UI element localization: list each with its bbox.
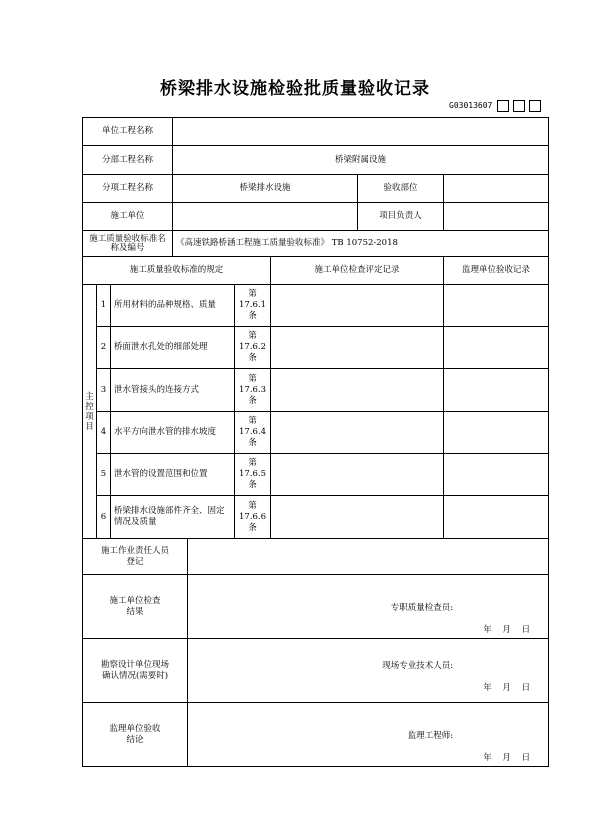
construction-result-label: 施工单位检查结果 xyxy=(83,575,188,639)
code-box-2[interactable] xyxy=(513,100,525,112)
item-clause: 第17.6.2条 xyxy=(235,327,271,369)
acceptance-part-label: 验收部位 xyxy=(358,175,444,203)
construction-unit-value[interactable] xyxy=(173,203,358,231)
worker-registration-value[interactable] xyxy=(188,539,549,575)
construction-result-area[interactable] xyxy=(188,575,549,639)
item-construction-record[interactable] xyxy=(271,369,444,412)
supervision-conclusion-label: 监理单位验收结论 xyxy=(83,703,188,767)
item-supervision-record[interactable] xyxy=(444,412,549,454)
supervision-engineer-label: 监理工程师: xyxy=(407,731,454,741)
item-no: 2 xyxy=(97,327,111,369)
worker-registration-label: 施工作业责任人员登记 xyxy=(83,539,188,575)
form-code: G03013607 xyxy=(449,101,493,110)
date-label: 年 月 日 xyxy=(483,625,531,635)
unit-project-label: 单位工程名称 xyxy=(83,118,173,146)
item-construction-record[interactable] xyxy=(271,454,444,496)
date-label: 年 月 日 xyxy=(483,753,531,763)
item-supervision-record[interactable] xyxy=(444,454,549,496)
quality-inspector-label: 专职质量检查员: xyxy=(390,603,454,613)
item-construction-record[interactable] xyxy=(271,285,444,327)
item-desc: 水平方向泄水管的排水坡度 xyxy=(111,412,235,454)
col-header-supervision-check: 监理单位验收记录 xyxy=(444,257,549,285)
item-desc: 桥面泄水孔处的细部处理 xyxy=(111,327,235,369)
acceptance-part-value[interactable] xyxy=(444,175,549,203)
site-technician-label: 现场专业技术人员: xyxy=(382,661,454,671)
item-no: 3 xyxy=(97,369,111,412)
construction-unit-label: 施工单位 xyxy=(83,203,173,231)
item-clause: 第17.6.5条 xyxy=(235,454,271,496)
item-no: 6 xyxy=(97,496,111,539)
project-leader-label: 项目负责人 xyxy=(358,203,444,231)
item-clause: 第17.6.1条 xyxy=(235,285,271,327)
item-no: 5 xyxy=(97,454,111,496)
item-construction-record[interactable] xyxy=(271,327,444,369)
item-desc: 桥梁排水设施部件齐全、固定情况及质量 xyxy=(111,496,235,539)
unit-project-value[interactable] xyxy=(173,118,549,146)
code-box-3[interactable] xyxy=(529,100,541,112)
item-project-value[interactable]: 桥梁排水设施 xyxy=(173,175,358,203)
project-leader-value[interactable] xyxy=(444,203,549,231)
item-desc: 泄水管接头的连接方式 xyxy=(111,369,235,412)
sub-project-label: 分部工程名称 xyxy=(83,146,173,175)
sub-project-value[interactable]: 桥梁附属设施 xyxy=(173,146,549,175)
item-supervision-record[interactable] xyxy=(444,496,549,539)
standard-value[interactable]: 《高速铁路桥涵工程施工质量验收标准》 TB 10752-2018 xyxy=(173,231,549,257)
code-box-1[interactable] xyxy=(497,100,509,112)
item-clause: 第17.6.4条 xyxy=(235,412,271,454)
supervision-conclusion-area[interactable] xyxy=(188,703,549,767)
item-desc: 所用材料的品种规格、质量 xyxy=(111,285,235,327)
design-confirmation-area[interactable] xyxy=(188,639,549,703)
item-clause: 第17.6.6条 xyxy=(235,496,271,539)
date-label: 年 月 日 xyxy=(483,683,531,693)
item-no: 4 xyxy=(97,412,111,454)
item-desc: 泄水管的设置范围和位置 xyxy=(111,454,235,496)
item-no: 1 xyxy=(97,285,111,327)
item-construction-record[interactable] xyxy=(271,496,444,539)
item-project-label: 分项工程名称 xyxy=(83,175,173,203)
standard-label: 施工质量验收标准名称及编号 xyxy=(83,231,173,257)
main-control-label: 主控项目 xyxy=(83,285,97,539)
item-supervision-record[interactable] xyxy=(444,285,549,327)
design-confirmation-label: 勘察设计单位现场确认情况(需要时) xyxy=(83,639,188,703)
item-construction-record[interactable] xyxy=(271,412,444,454)
item-supervision-record[interactable] xyxy=(444,369,549,412)
col-header-construction-check: 施工单位检查评定记录 xyxy=(271,257,444,285)
inspection-form-table xyxy=(82,117,549,767)
page-title: 桥梁排水设施检验批质量验收记录 xyxy=(160,79,430,99)
item-supervision-record[interactable] xyxy=(444,327,549,369)
item-clause: 第17.6.3条 xyxy=(235,369,271,412)
col-header-standard: 施工质量验收标准的规定 xyxy=(83,257,271,285)
